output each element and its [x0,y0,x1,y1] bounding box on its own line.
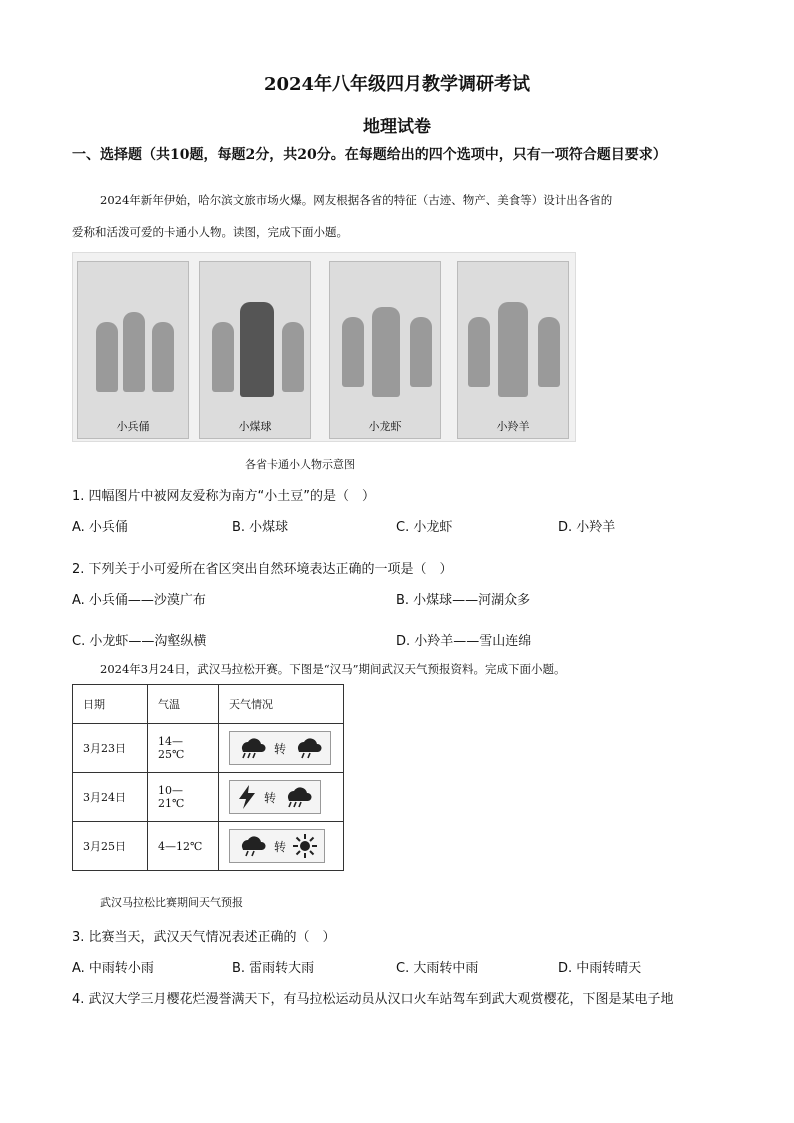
q2-option-a[interactable]: A. 小兵俑——沙漠广布 [72,593,206,608]
header-date: 日期 [73,685,148,724]
heavy-rain-icon [282,786,314,808]
panel-longxia [329,261,441,439]
row-date: 3月23日 [73,724,148,773]
table-row [73,822,344,871]
exam-title: 2024年八年级四月教学调研考试 [263,74,531,95]
moderate-rain-icon [292,737,324,759]
row-temp: 4—12℃ [148,822,219,871]
q1-option-c[interactable]: C. 小龙虾 [396,520,453,535]
sun-icon [292,833,318,859]
row-date: 3月25日 [73,822,148,871]
q1-option-b[interactable]: B. 小煤球 [232,520,289,535]
weather-connector: 转 [264,790,277,805]
panel-meiqiu [199,261,311,439]
panel-label: 小煤球 [238,420,272,433]
q2-option-d[interactable]: D. 小羚羊——雪山连绵 [396,634,532,649]
q1-option-a[interactable]: A. 小兵俑 [72,520,128,535]
row-weather [219,724,344,773]
header-temp: 气温 [148,685,219,724]
row-weather [219,822,344,871]
figure-caption: 各省卡通小人物示意图 [245,458,355,471]
table-row [73,773,344,822]
q3-option-a[interactable]: A. 中雨转小雨 [72,961,154,976]
section-heading: 一、选择题（共10题，每题2分，共20分。在每题给出的四个选项中，只有一项符合题目要求） [72,147,667,163]
weather-connector: 转 [274,741,287,756]
q2-option-c[interactable]: C. 小龙虾——沟壑纵横 [72,634,207,649]
table-row [73,724,344,773]
cartoon-figures-image [72,252,576,442]
passage-1-line-1: 2024年新年伊始，哈尔滨文旅市场火爆。网友根据各省的特征（古迹、物产、美食等）设计出各省的 [100,193,613,207]
question-1: 1. 四幅图片中被网友爱称为南方“小土豆”的是（ ） [72,489,376,504]
panel-label: 小龙虾 [368,420,402,433]
row-date: 3月24日 [73,773,148,822]
q2-option-b[interactable]: B. 小煤球——河湖众多 [396,593,531,608]
moderate-rain-icon [236,835,268,857]
panel-lingyang [457,261,569,439]
passage-1-line-2: 爱称和活泼可爱的卡通小人物。读图，完成下面小题。 [72,225,348,239]
exam-subtitle: 地理试卷 [363,117,431,137]
panel-label: 小羚羊 [496,420,530,433]
panel-label: 小兵俑 [116,420,150,433]
question-3: 3. 比赛当天，武汉天气情况表述正确的（ ） [72,930,336,945]
row-weather [219,773,344,822]
q3-option-c[interactable]: C. 大雨转中雨 [396,961,479,976]
weather-forecast-table [72,684,344,871]
q3-option-d[interactable]: D. 中雨转晴天 [558,961,642,976]
question-2: 2. 下列关于小可爱所在省区突出自然环境表达正确的一项是（ ） [72,562,453,577]
heavy-rain-icon [236,737,268,759]
panel-bingyong [77,261,189,439]
weather-connector: 转 [274,839,287,854]
table-caption: 武汉马拉松比赛期间天气预报 [100,896,243,909]
row-temp: 10—21℃ [148,773,219,822]
question-4: 4. 武汉大学三月樱花烂漫誉满天下，有马拉松运动员从汉口火车站驾车到武大观赏樱花，下图是某电子地 [72,992,674,1007]
passage-2: 2024年3月24日，武汉马拉松开赛。下图是“汉马”期间武汉天气预报资料。完成下面小题。 [100,662,566,676]
row-temp: 14—25℃ [148,724,219,773]
q1-option-d[interactable]: D. 小羚羊 [558,520,616,535]
q3-option-b[interactable]: B. 雷雨转大雨 [232,961,315,976]
thunder-icon [236,784,258,810]
header-weather: 天气情况 [219,685,344,724]
